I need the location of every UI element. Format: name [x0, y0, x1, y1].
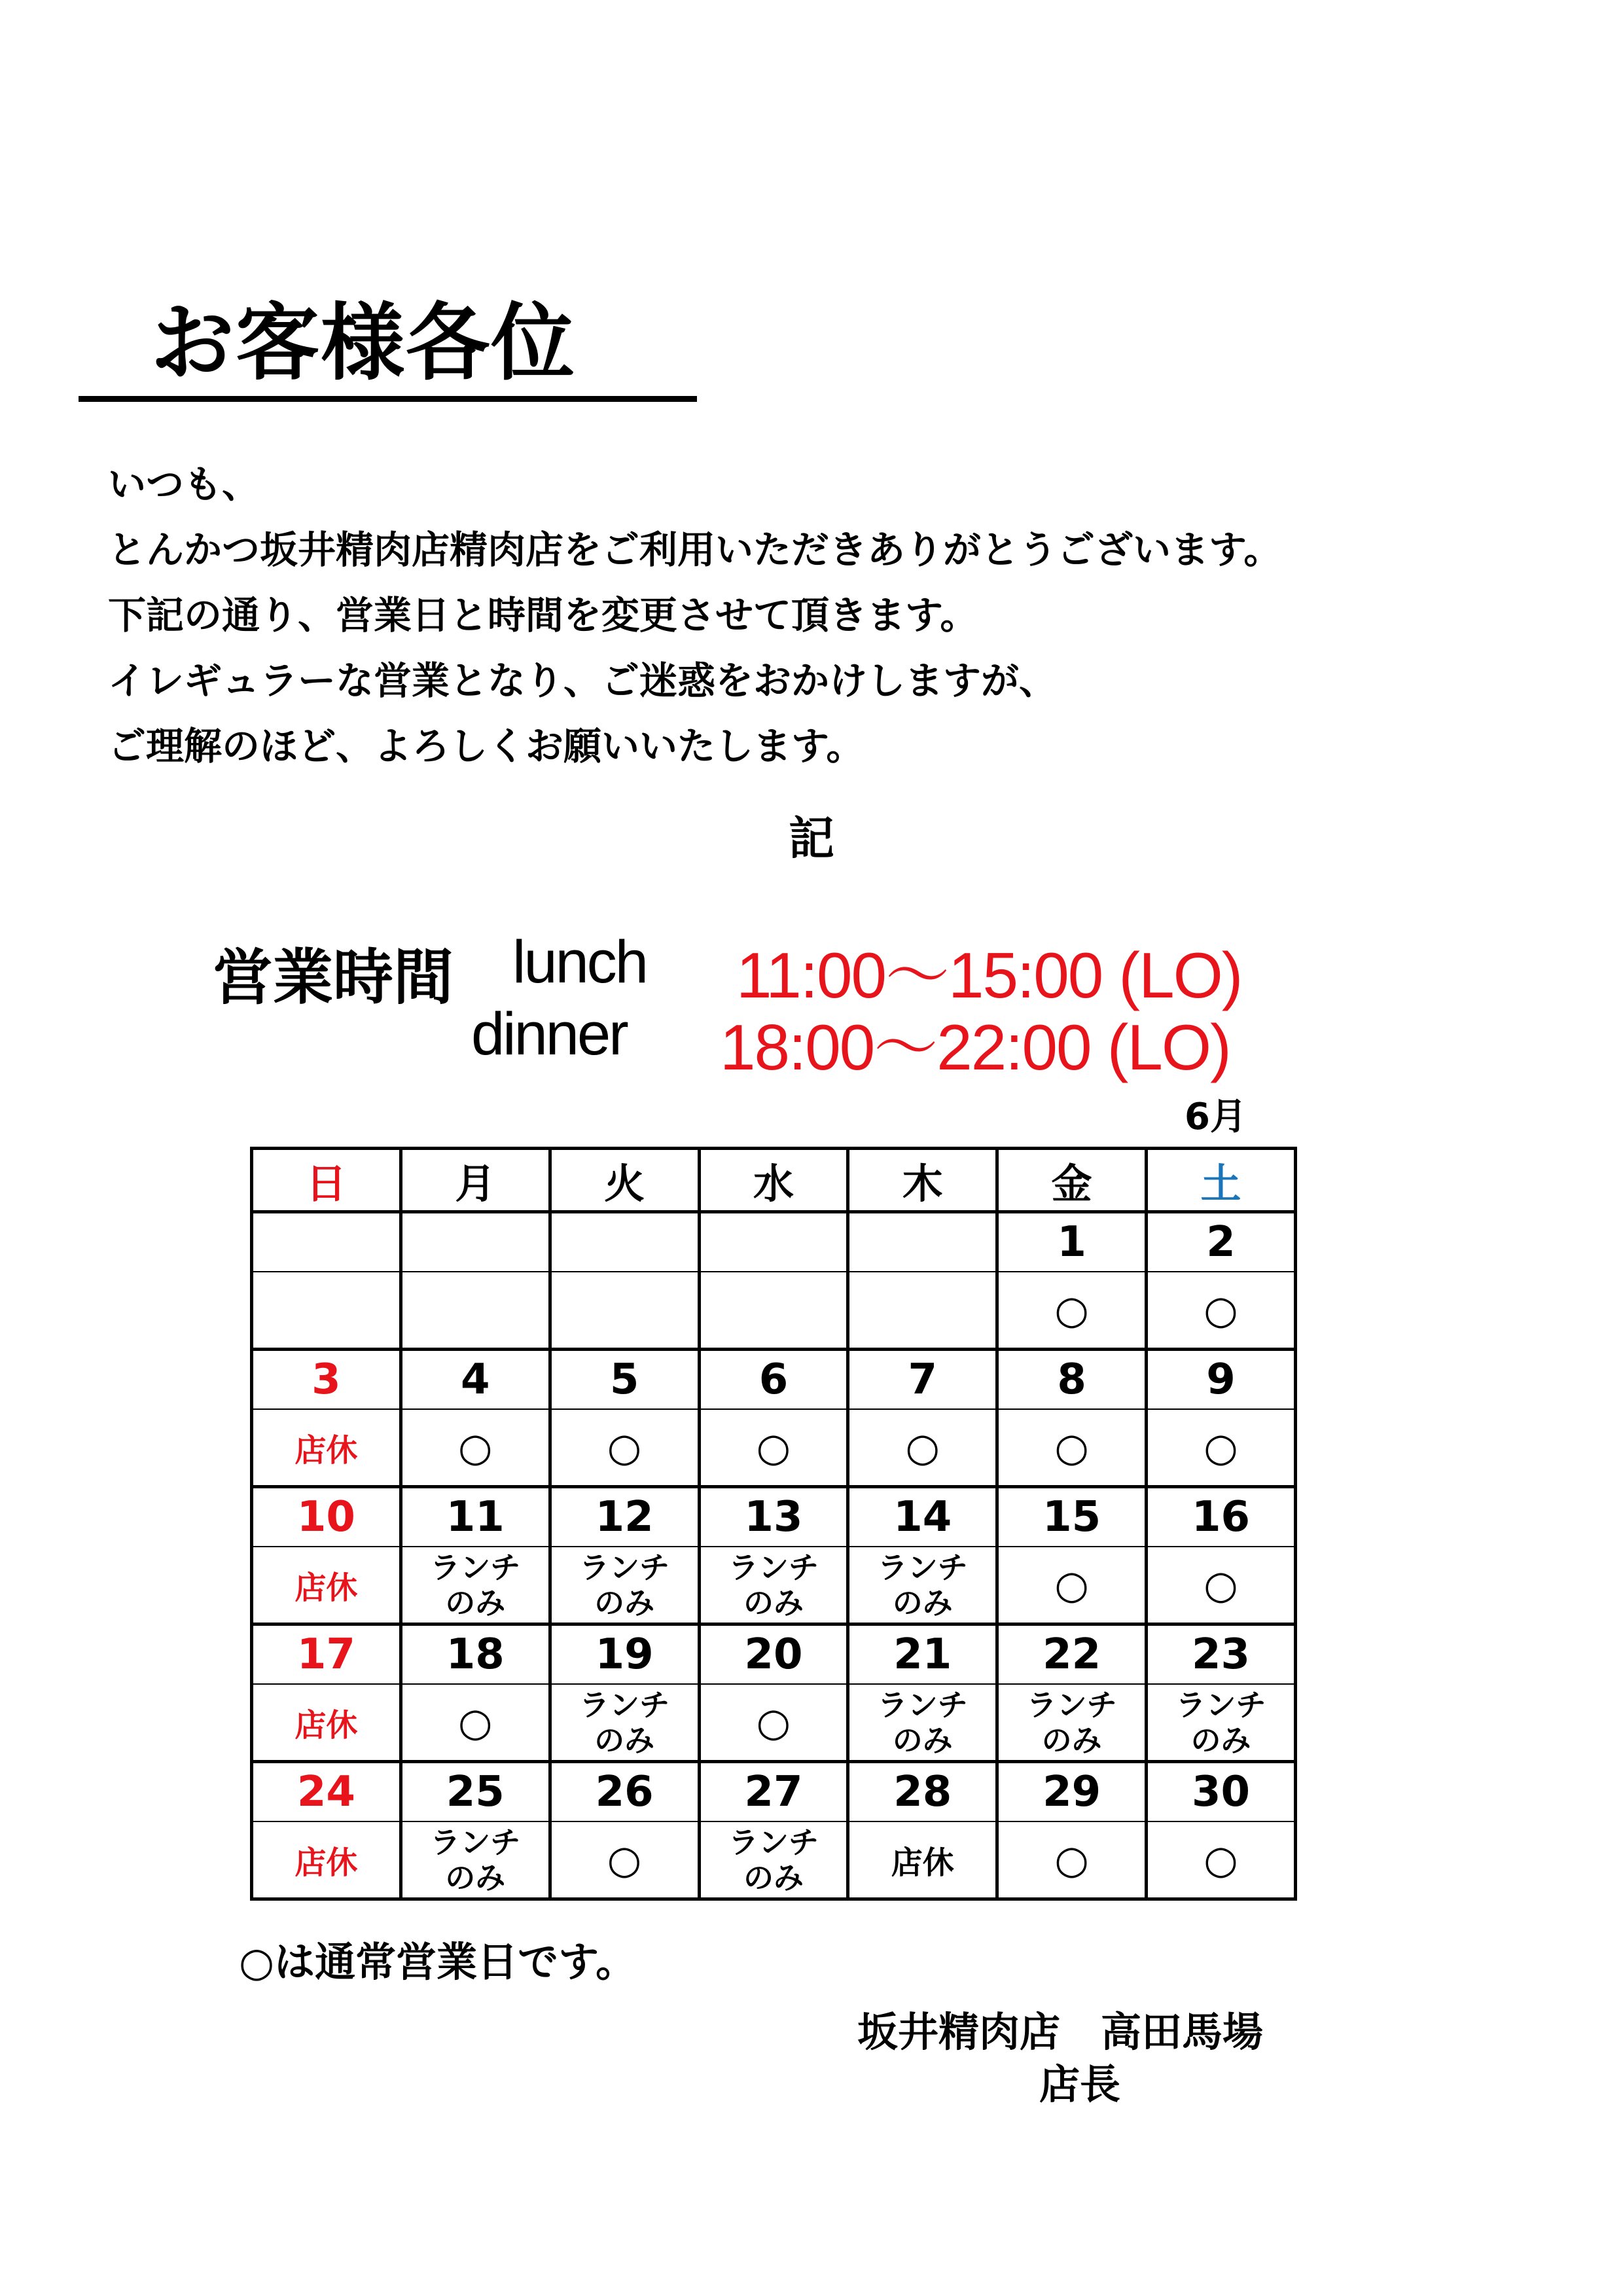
title-block [79, 288, 697, 402]
date-cell: 26 [550, 1761, 699, 1821]
date-row [252, 1349, 1296, 1409]
date-cell: 3 [252, 1349, 401, 1409]
date-cell: 8 [997, 1349, 1147, 1409]
date-cell: 22 [997, 1624, 1147, 1684]
status-cell [848, 1272, 997, 1349]
status-cell: ランチ のみ [550, 1684, 699, 1761]
greeting-text [108, 452, 1281, 779]
status-cell [252, 1272, 401, 1349]
status-cell: ○ [997, 1409, 1147, 1486]
date-cell: 13 [699, 1486, 848, 1547]
status-cell: ○ [1147, 1821, 1296, 1899]
status-cell: ○ [401, 1684, 550, 1761]
status-cell: ○ [997, 1272, 1147, 1349]
status-cell: ○ [997, 1821, 1147, 1899]
status-cell: ランチ のみ [1147, 1684, 1296, 1761]
date-cell: 6 [699, 1349, 848, 1409]
date-cell [550, 1212, 699, 1272]
greeting-line: 下記の通り、営業日と時間を変更させて頂きます。 [108, 593, 978, 637]
date-cell: 28 [848, 1761, 997, 1821]
weekday-header: 日 [252, 1149, 401, 1212]
status-cell: ○ [699, 1409, 848, 1486]
status-cell: ○ [550, 1409, 699, 1486]
date-cell: 1 [997, 1212, 1147, 1272]
date-cell: 27 [699, 1761, 848, 1821]
date-cell: 11 [401, 1486, 550, 1547]
date-cell: 10 [252, 1486, 401, 1547]
status-cell: ○ [550, 1821, 699, 1899]
status-cell [401, 1272, 550, 1349]
date-cell: 18 [401, 1624, 550, 1684]
lunch-time: 11:00～15:00 (LO) [736, 939, 1242, 1011]
status-cell: 店休 [848, 1821, 997, 1899]
status-cell [699, 1272, 848, 1349]
status-cell: ○ [699, 1684, 848, 1761]
date-cell: 5 [550, 1349, 699, 1409]
date-cell: 30 [1147, 1761, 1296, 1821]
status-cell: ランチ のみ [401, 1547, 550, 1624]
date-cell: 29 [997, 1761, 1147, 1821]
status-row [252, 1684, 1296, 1761]
status-cell: ○ [1147, 1272, 1296, 1349]
weekday-header: 月 [401, 1149, 550, 1212]
status-cell [550, 1272, 699, 1349]
status-cell: ○ [848, 1409, 997, 1486]
date-cell [699, 1212, 848, 1272]
date-cell: 7 [848, 1349, 997, 1409]
weekday-header: 火 [550, 1149, 699, 1212]
status-row [252, 1547, 1296, 1624]
date-cell: 4 [401, 1349, 550, 1409]
greeting-line: イレギュラーな営業となり、ご迷惑をおかけしますが、 [108, 658, 1058, 703]
status-cell: ○ [1147, 1409, 1296, 1486]
status-cell: ○ [997, 1547, 1147, 1624]
date-row [252, 1624, 1296, 1684]
legend-note: ○は通常営業日です。 [239, 1938, 637, 1986]
business-hours-label: 営業時間 [213, 942, 454, 1013]
status-row [252, 1272, 1296, 1349]
weekday-header: 水 [699, 1149, 848, 1212]
date-cell: 24 [252, 1761, 401, 1821]
date-cell: 21 [848, 1624, 997, 1684]
status-row [252, 1821, 1296, 1899]
dinner-label: dinner [471, 1001, 627, 1067]
date-cell: 23 [1147, 1624, 1296, 1684]
weekday-header-row [252, 1149, 1296, 1212]
status-cell: 店休 [252, 1684, 401, 1761]
weekday-header: 木 [848, 1149, 997, 1212]
date-row [252, 1212, 1296, 1272]
greeting-line: ご理解のほど、よろしくお願いいたします。 [108, 724, 865, 768]
signature-title: 店長 [1039, 2060, 1121, 2108]
weekday-header: 土 [1147, 1149, 1296, 1212]
date-cell: 14 [848, 1486, 997, 1547]
status-cell: ランチ のみ [401, 1821, 550, 1899]
date-cell: 16 [1147, 1486, 1296, 1547]
lunch-label: lunch [512, 929, 647, 996]
greeting-line: とんかつ坂井精肉店精肉店をご利用いただきありがとうございます。 [108, 528, 1282, 572]
date-cell [848, 1212, 997, 1272]
date-cell: 25 [401, 1761, 550, 1821]
status-cell: 店休 [252, 1821, 401, 1899]
status-cell: ランチ のみ [699, 1547, 848, 1624]
status-cell: ランチ のみ [848, 1547, 997, 1624]
ki-heading: 記 [789, 812, 834, 865]
dinner-time: 18:00～22:00 (LO) [720, 1011, 1230, 1083]
date-cell: 2 [1147, 1212, 1296, 1272]
calendar-table [250, 1147, 1297, 1901]
greeting-line: いつも、 [108, 462, 260, 507]
date-cell: 12 [550, 1486, 699, 1547]
month-label: 6月 [1185, 1096, 1247, 1138]
date-cell: 15 [997, 1486, 1147, 1547]
status-cell: ランチ のみ [848, 1684, 997, 1761]
status-cell: ランチ のみ [997, 1684, 1147, 1761]
date-cell: 9 [1147, 1349, 1296, 1409]
date-row [252, 1486, 1296, 1547]
date-row [252, 1761, 1296, 1821]
signature-store: 坂井精肉店 高田馬場 [857, 2008, 1264, 2056]
status-cell: 店休 [252, 1547, 401, 1624]
date-cell: 17 [252, 1624, 401, 1684]
page-title: お客様各位 [151, 295, 577, 392]
status-row [252, 1409, 1296, 1486]
status-cell: ランチ のみ [550, 1547, 699, 1624]
date-cell [252, 1212, 401, 1272]
status-cell: ○ [401, 1409, 550, 1486]
date-cell: 19 [550, 1624, 699, 1684]
date-cell: 20 [699, 1624, 848, 1684]
status-cell: ○ [1147, 1547, 1296, 1624]
status-cell: 店休 [252, 1409, 401, 1486]
date-cell [401, 1212, 550, 1272]
status-cell: ランチ のみ [699, 1821, 848, 1899]
weekday-header: 金 [997, 1149, 1147, 1212]
